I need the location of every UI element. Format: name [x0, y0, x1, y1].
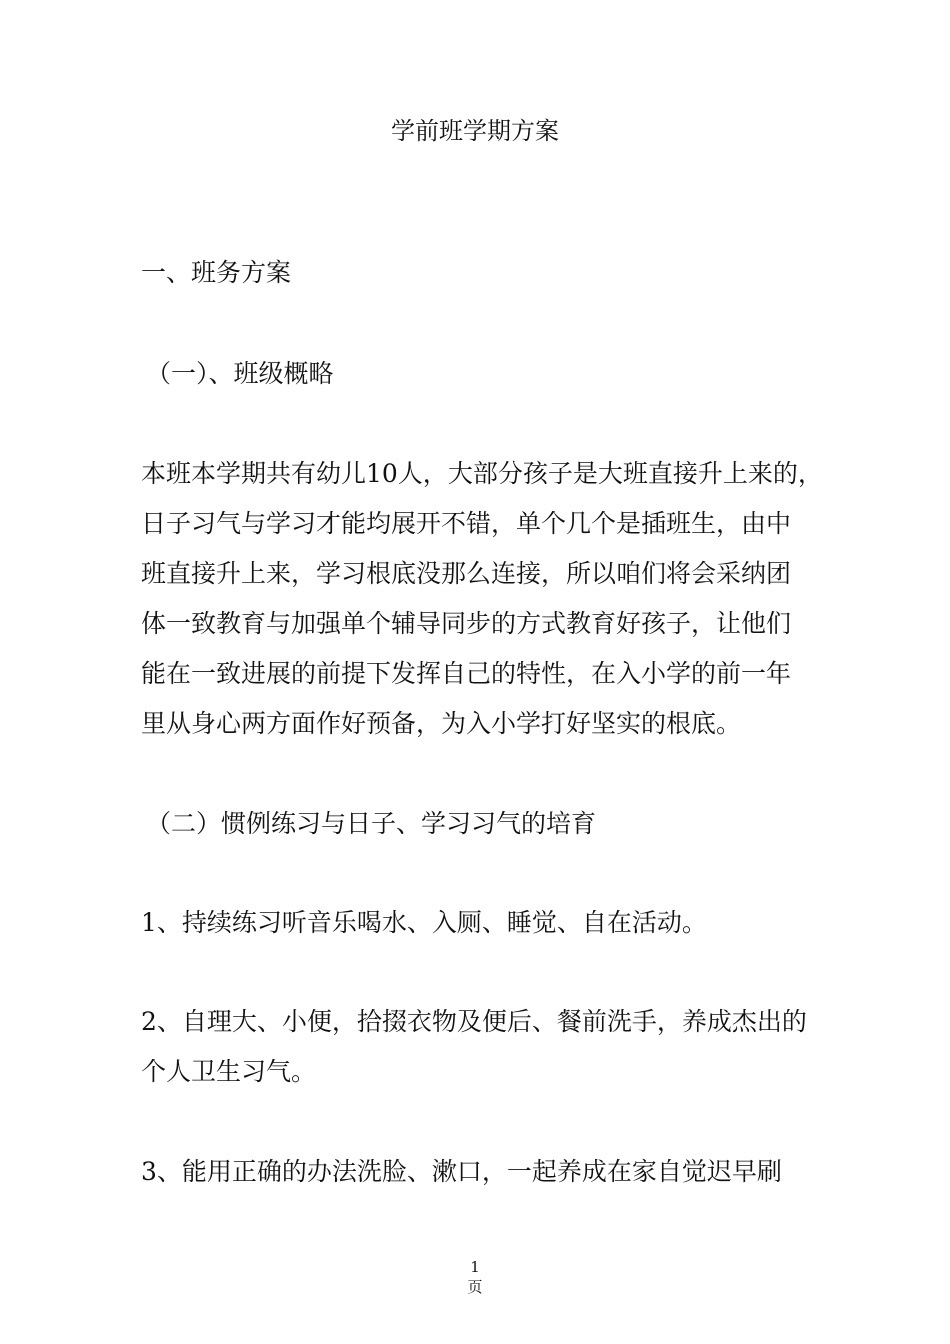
subsection-heading-text: （二）惯例练习与日子、学习习气的培育	[146, 809, 597, 838]
subsection-heading-class-overview	[146, 349, 846, 399]
list-item-2	[141, 997, 841, 1097]
paragraph-line: 日子习气与学习才能均展开不错，单个几个是插班生，由中	[141, 509, 792, 538]
page-number: 1	[470, 1258, 480, 1276]
subsection-heading-routine-habits	[146, 799, 846, 849]
list-item-1	[141, 898, 841, 948]
paragraph-class-overview	[141, 449, 841, 749]
paragraph-line: 能在一致进展的前提下发挥自己的特性，在入小学的前一年	[141, 659, 792, 688]
list-item-text: 1、持续练习听音乐喝水、入厕、睡觉、自在活动。	[141, 908, 707, 937]
list-item-text: 3、能用正确的办法洗脸、漱口，一起养成在家自觉迟早刷	[141, 1157, 782, 1186]
document-title: 学前班学期方案	[391, 117, 559, 145]
section-heading-class-affairs	[141, 248, 841, 298]
list-item-text: 个人卫生习气。	[141, 1057, 317, 1086]
subsection-heading-text: （一）、班级概略	[146, 359, 334, 388]
section-heading-text: 一、班务方案	[141, 258, 292, 287]
list-item-text: 2、自理大、小便，拾掇衣物及便后、餐前洗手，养成杰出的	[141, 1007, 807, 1036]
page-label: 页	[467, 1278, 483, 1296]
list-item-3	[141, 1147, 841, 1197]
paragraph-line: 里从身心两方面作好预备，为入小学打好坚实的根底。	[141, 709, 742, 738]
paragraph-line: 体一致教育与加强单个辅导同步的方式教育好孩子，让他们	[141, 609, 792, 638]
paragraph-line: 本班本学期共有幼儿10人，大部分孩子是大班直接升上来的，	[141, 459, 823, 488]
paragraph-line: 班直接升上来，学习根底没那么连接，所以咱们将会采纳团	[141, 559, 792, 588]
